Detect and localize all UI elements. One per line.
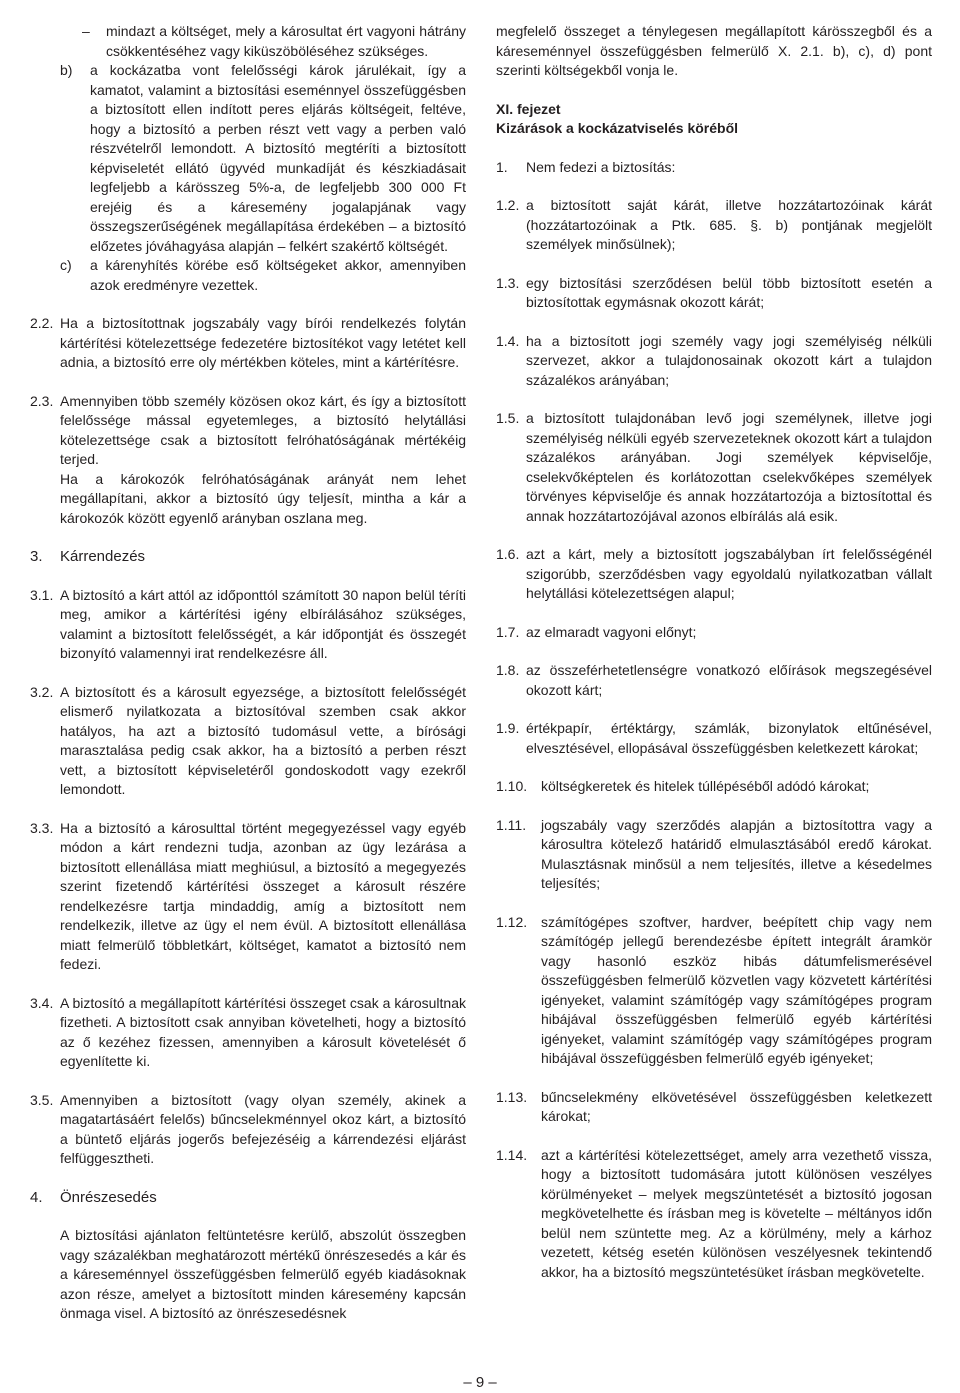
paragraph-text: Ha a biztosítottnak jogszabály vagy bírói rendelkezés folytán kártérítési kötelezettsége fedezetére biztosítékot vagy letétet kell adnia, a biztosító erre oly mértékben köteles, mint a kártérítésre. [60, 315, 466, 370]
list-item [496, 661, 932, 700]
paragraph-text: A biztosítási ajánlaton feltüntetésre kerülő, abszolút összegben vagy százalékban meghatározott mértékű önrészesedés a kár és a káreseménnyel összefüggésben felmerülő egyéb kiadásoknak azon része, amelyet a biztosított minden káresemény kapcsán önmaga visel. A biztosító az önrészesedésnek [60, 1227, 466, 1321]
list-item [496, 545, 932, 604]
paragraph-3-2 [30, 683, 466, 800]
list-item-text: a biztosított saját kárát, illetve hozzátartozóinak kárát (hozzátartozóinak a Ptk. 685. §. b) pontjának megjelölt személyek minősülnek); [526, 197, 932, 252]
left-column [30, 22, 466, 1324]
paragraph-text: A biztosított és a károsult egyezsége, a biztosított felelősségét elismerő nyilatkozata a biztosítóval szemben csak akkor hatályos, ha azt a biztosító tudomásul vette, a bírósági marasztalása pedig csak akkor, ha a biztosító a perben részt vett, a biztosított képviseletéről gondoskodott vagy ezekről lemondott. [60, 683, 466, 797]
section-title: Önrészesedés [60, 1188, 157, 1206]
item-label: b) [60, 62, 73, 78]
list-item [496, 409, 932, 526]
item-label: 3.1. [30, 586, 54, 603]
item-label: 1.3. [496, 274, 520, 291]
item-label: 1.12. [496, 913, 528, 930]
item-label: 1.6. [496, 546, 520, 562]
item-label: 3.4. [30, 994, 54, 1011]
list-item [496, 1146, 932, 1283]
list-item-text: a kárenyhítés körébe eső költségeket akkor, amennyiben azok eredményre vezettek. [90, 257, 466, 293]
paragraph-3-4 [30, 994, 466, 1072]
paragraph-2-2 [30, 314, 466, 373]
item-label: c) [60, 257, 72, 273]
list-item-text: egy biztosítási szerződésen belül több biztosított esetén a biztosítottak egymásnak okozott kárát; [526, 274, 932, 310]
item-label: 1. [496, 158, 508, 175]
list-item [496, 1088, 932, 1127]
item-label: 2.2. [30, 315, 54, 331]
item-label: 3.2. [30, 683, 54, 700]
paragraph-3-5 [30, 1091, 466, 1169]
list-item [496, 777, 932, 797]
paragraph-text: megfelelő összeget a ténylegesen megállapított kárösszegből és a káreseménnyel összefüggésben felmerülő X. 2.1. b), c), d) pont szerinti költségekből vonja le. [496, 23, 932, 78]
item-label: 1.11. [496, 816, 527, 833]
section-number: 3. [30, 548, 43, 565]
item-label: 1.7. [496, 623, 520, 640]
chapter-heading: XI. fejezet [496, 100, 561, 117]
list-item [30, 256, 466, 295]
paragraph-text: A biztosító a kárt attól az időponttól számított 30 napon belül téríti meg, amikor a kártérítési igény elbírálásához szükséges, valamint a biztosított felelősségét, a kár időpontját és összegét bizonyító valamennyi irat rendelkezésre áll. [60, 586, 466, 661]
item-label: 1.14. [496, 1146, 528, 1163]
list-item [496, 196, 932, 255]
list-item [496, 274, 932, 313]
list-item-text: ha a biztosított jogi személy vagy jogi személyiség nélküli szervezet, akkor a tulajdonosainak okozott kárt a tulajdon százalékos arányában; [526, 332, 932, 388]
item-label: 3.3. [30, 819, 54, 836]
list-item [496, 913, 932, 1069]
list-item [496, 158, 932, 178]
item-label: 3.5. [30, 1091, 54, 1108]
list-item-text: értékpapír, értéktárgy, számlák, bizonylatok eltűnésével, elvesztésével, ellopásával összefüggésben keletkezett károkat; [526, 720, 932, 756]
list-item [30, 61, 466, 256]
list-item [496, 332, 932, 391]
item-label: 1.2. [496, 197, 520, 213]
list-item-text: jogszabály vagy szerződés alapján a biztosítottra vagy a károsultra kötelező határidő elmulasztásából eredő károkat. Mulasztásnak minősül a nem teljesítés, illetve a késedelmes teljesítés; [541, 816, 932, 891]
paragraph-3-1 [30, 586, 466, 664]
chapter-title: Kizárások a kockázatviselés köréből [496, 120, 739, 136]
list-item [30, 22, 466, 61]
list-item-text: az összeférhetetlenségre vonatkozó előírások megszegésével okozott kárt; [526, 662, 932, 698]
item-label: 1.8. [496, 662, 520, 678]
list-item [496, 719, 932, 758]
item-label: 1.10. [496, 778, 528, 794]
item-label: 1.5. [496, 410, 520, 426]
section-number: 4. [30, 1188, 43, 1206]
list-item-text: számítógépes szoftver, hardver, beépített chip vagy nem számítógép jellegű berendezésbe épített integrált áramkör vagy hasonló eszköz hibás dátumfelismerésével összefüggésben felmerülő közvetlen vagy közvetett kártérítési igényeket, valamint számítógép vagy számítógépes program hibájával összefüggésben felmerülő egyéb kártérítési igényeket, valamint számítógép vagy számítógépes program hibájával összefüggésben felmerülő egyéb igényeket; [541, 913, 932, 1066]
list-item-text: bűncselekmény elkövetésével összefüggésben keletkezett károkat; [541, 1088, 932, 1124]
paragraph-text: A biztosító a megállapított kártérítési összeget csak a károsultnak fizetheti. A biztosított csak annyiban követelheti, hogy a biztosító az ő kezéhez fizessen, amennyiben a károsult követelését ő egyenlítette ki. [60, 994, 466, 1069]
paragraph-2-3 [30, 392, 466, 529]
paragraph-text-part: Ha a károkozók felróhatóságának arányát nem lehet megállapítani, akkor a biztosító úgy teljesít, mintha a kár a károkozók között egyenlő arányban oszlana meg. [60, 470, 466, 526]
page-number: – 9 – [463, 1374, 497, 1391]
list-item-text: a kockázatba vont felelősségi károk járulékait, így a kamatot, valamint a biztosítási eseménnyel összefüggésben a biztosított ellen indított peres eljárás költségeit, feltéve, hogy a biztosító a perben részt vett vagy a perben való részvételről lemondott. A biztosító megtéríti a biztosított képviseletét ellátó ügyvéd munkadíját és készkiadásait legfeljebb a kárösszeg 5%-a, de legfeljebb 300 000 Ft erejéig és a káresemény jogalapjának vagy összegszerűségének megállapítása érdekében – a biztosító előzetes jóváhagyása alapján – felkért szakértő költségét. [90, 62, 466, 254]
list-item-text: azt a kárt, mely a biztosított jogszabályban írt felelősségénél szigorúbb, szerződésben vagy egyoldalú nyilatkozatban vállalt helytállási kötelezettségen alapul; [526, 546, 932, 601]
list-item-text: költségkeretek és hitelek túllépéséből adódó károkat; [541, 778, 870, 794]
paragraph-text: Amennyiben a biztosított (vagy olyan személy, akinek a magatartásáért felelős) bűncselekménnyel okoz kárt, a biztosító a büntető eljárás jogerős befejezéséig a kárrendezési eljárást felfüggesztheti. [60, 1091, 466, 1166]
dash-bullet: – [82, 23, 90, 39]
paragraph-text-part: Amennyiben több személy közösen okoz kárt, és így a biztosított felelőssége mással egyetemleges, a biztosító helytállási kötelezettsége csak a biztosított felróhatóságának mértékéig terjed. [60, 392, 466, 467]
paragraph-text [60, 392, 466, 529]
item-label: 1.13. [496, 1088, 528, 1105]
list-item-text: azt a kártérítési kötelezettséget, amely arra vezethető vissza, hogy a biztosított tudomására jutott különösen veszélyes körülményeket – melyek megszüntetését a biztosító jogosan megkövetelhette és írásban meg is követelte – méltányos időn belül nem szüntette meg. Az a körülmény, mely a kárhoz vezetett, kétség esetén különösen veszélyesnek tekintendő akkor, ha a biztosító megszüntetésüket írásban megkövetelte. [541, 1146, 932, 1280]
right-column [496, 22, 932, 1282]
item-label: 1.9. [496, 720, 520, 736]
list-item [496, 816, 932, 894]
paragraph-text: Ha a biztosító a károsulttal történt megegyezéssel vagy egyéb módon a kárt rendezni tudja, azonban az ügy lezárása a biztosított ellenállása miatt meghiúsul, a biztosító a megegyezés szerint fizetendő kártérítési összeget a károsult részére rendelkezésre tartja mindaddig, amíg a biztosított nem rendelkezik, illetve az ügy el nem évül. A biztosított ellenállása miatt felmerülő többletkárt, költséget, kamatot a biztosító nem fedezi. [60, 819, 466, 972]
list-item-text: a biztosított tulajdonában levő jogi személynek, illetve jogi személyiség nélküli egyéb szervezeteknek okozott kárt a tulajdon százalékos arányában. Jogi személyek képviselője, cselekvőképtelen és korlátozottan cselekvőképes személyek törvényes képviselője és annak hozzátartozója a biztosítottal és annak hozzátartozójával azonos elbírálás alá esik. [526, 410, 932, 524]
section-heading-3 [30, 547, 466, 567]
section-title: Kárrendezés [60, 548, 146, 565]
item-label: 1.4. [496, 332, 520, 349]
list-item-text: mindazt a költséget, mely a károsultat ért vagyoni hátrány csökkentéséhez vagy kiküszöböléséhez szükséges. [106, 23, 466, 59]
section-heading-4 [30, 1188, 466, 1208]
list-item [496, 623, 932, 643]
list-item-text: Nem fedezi a biztosítás: [526, 158, 676, 175]
item-label: 2.3. [30, 392, 54, 409]
paragraph-3-3 [30, 819, 466, 975]
list-item-text: az elmaradt vagyoni előnyt; [526, 623, 697, 640]
